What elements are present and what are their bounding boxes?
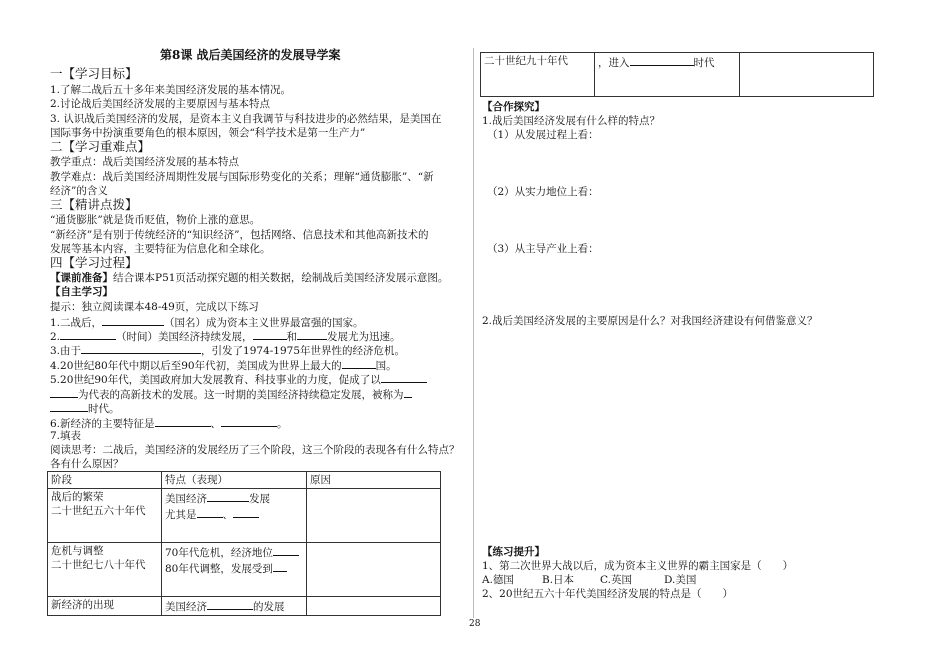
table-header: 特点（表现） <box>162 472 307 489</box>
blank[interactable] <box>197 506 223 518</box>
objective-line: 1.了解二战后五十多年来美国经济发展的基本情况。 <box>50 84 292 96</box>
blank[interactable] <box>253 328 287 340</box>
blank[interactable] <box>342 357 376 369</box>
blank[interactable] <box>221 415 277 427</box>
self-study-hint: 提示：独立阅读课本48-49页，完成以下练习 <box>50 301 259 313</box>
option-c[interactable]: C.英国 <box>600 574 632 586</box>
blank[interactable] <box>630 54 694 66</box>
page-title: 第8课 战后美国经济的发展导学案 <box>160 48 341 62</box>
section-heading-key-points: 二【学习重难点】 <box>50 139 151 154</box>
table-row: 二十世纪九十年代 ，进入 时代 <box>481 53 874 97</box>
question-5-end: 时代。 <box>50 400 120 416</box>
option-d[interactable]: D.美国 <box>664 574 697 586</box>
explanation-line: “通货膨胀”就是货币贬值，物价上涨的意思。 <box>50 214 261 226</box>
inquiry-question-1: 1.战后美国经济发展有什么样的特点？ <box>482 115 661 127</box>
blank[interactable] <box>273 560 287 572</box>
blank[interactable] <box>404 386 412 398</box>
pre-class-text: 结合课本P51页活动探究题的相关数据，绘制战后美国经济发展示意图。 <box>113 272 449 284</box>
table-row: 危机与调整 二十世纪七八十年代 70年代危机，经济地位 80年代调整，发展受到 <box>48 543 441 597</box>
blank[interactable] <box>102 314 164 326</box>
objective-line: 3. 认识战后美国经济的发展，是资本主义自我调节与科技进步的必然结果，是美国在 <box>50 113 442 125</box>
objective-line: 国际事务中扮演重要角色的根本原因，领会“科学技术是第一生产力” <box>50 127 366 139</box>
inquiry-sub-3: （3）从主导产业上看： <box>487 243 599 255</box>
practice-options <box>482 573 696 587</box>
practice-question-2: 2、20世纪五六十年代美国经济发展的特点是（ ） <box>482 588 734 600</box>
explanation-line: “新经济”是有别于传统经济的“知识经济”，包括网络、信息技术和其他高新技术的 <box>50 229 429 241</box>
table-row: 战后的繁荣 二十世纪五六十年代 美国经济 发展 尤其是 、 <box>48 489 441 543</box>
table-header: 阶段 <box>48 472 162 489</box>
question-2: 2. （时间）美国经济持续发展， 和 发展尤为迅速。 <box>50 328 401 344</box>
inquiry-question-2: 2.战后美国经济发展的主要原因是什么？对我国经济建设有何借鉴意义？ <box>482 315 818 327</box>
blank[interactable] <box>233 506 259 518</box>
blank[interactable] <box>60 328 116 340</box>
section-heading-explanation: 三【精讲点拨】 <box>50 197 138 212</box>
inquiry-sub-2: （2）从实力地位上看： <box>487 186 599 198</box>
question-5: 5.20世纪90年代，美国政府加大发展教育、科技事业的力度，促成了以 <box>50 371 427 387</box>
question-6: 6.新经济的主要特征是 、 。 <box>50 415 288 431</box>
cooperative-inquiry-label: 【合作探究】 <box>482 101 545 113</box>
stages-table-continued <box>480 52 874 97</box>
blank[interactable] <box>50 400 88 412</box>
key-point-line: 经济”的含义 <box>50 185 108 197</box>
question-4: 4.20世纪80年代中期以后至90年代初，美国成为世界上最大的 国。 <box>50 357 397 373</box>
reason-cell[interactable] <box>740 53 874 97</box>
practice-question-1: 1、第二次世界大战以后，成为资本主义世界的霸主国家是（ ） <box>482 560 794 572</box>
blank[interactable] <box>207 598 253 610</box>
practice-label: 【练习提升】 <box>482 546 545 558</box>
section-heading-process: 四【学习过程】 <box>50 255 138 270</box>
option-b[interactable]: B.日本 <box>542 574 575 586</box>
objective-line: 2.讨论战后美国经济发展的主要原因与基本特点 <box>50 98 271 110</box>
question-1: 1.二战后， （国名）成为资本主义世界最富强的国家。 <box>50 314 364 330</box>
reason-cell[interactable] <box>307 489 441 543</box>
pre-class-label: 【课前准备】 <box>50 272 113 284</box>
column-divider <box>473 48 474 618</box>
question-5-cont: 为代表的高新技术的发展。这一时期的美国经济持续稳定发展，被称为 <box>50 386 412 402</box>
inquiry-sub-1: （1）从发展过程上看： <box>487 129 599 141</box>
key-point-line: 教学难点：战后美国经济周期性发展与国际形势变化的关系；理解“通货膨胀”、“新 <box>50 171 434 183</box>
reason-cell[interactable] <box>307 597 441 616</box>
reason-cell[interactable] <box>307 543 441 597</box>
key-point-line: 教学重点：战后美国经济发展的基本特点 <box>50 156 239 168</box>
reading-question: 阅读思考：二战后，美国经济的发展经历了三个阶段，这三个阶段的表现各有什么特点？ <box>50 444 460 456</box>
stages-table <box>47 471 441 616</box>
blank[interactable] <box>50 386 78 398</box>
reading-question-cont: 各有什么原因？ <box>50 458 124 470</box>
table-header: 原因 <box>307 472 441 489</box>
option-a[interactable]: A.德国 <box>482 574 514 586</box>
blank[interactable] <box>297 328 327 340</box>
blank[interactable] <box>207 490 249 502</box>
page-number: 28 <box>469 619 481 629</box>
blank[interactable] <box>81 342 201 354</box>
blank[interactable] <box>273 544 299 556</box>
explanation-line: 发展等基本内容，主要特征为信息化和全球化。 <box>50 243 271 255</box>
blank[interactable] <box>381 371 427 383</box>
blank[interactable] <box>155 415 211 427</box>
section-heading-objectives: 一【学习目标】 <box>50 66 138 81</box>
question-7: 7.填表 <box>50 430 82 442</box>
table-row: 新经济的出现 美国经济 的发展 <box>48 597 441 616</box>
self-study-label: 【自主学习】 <box>50 286 113 298</box>
question-3: 3.由于 ，引发了1974-1975年世界性的经济危机。 <box>50 342 405 358</box>
pre-class-prep <box>50 271 448 285</box>
